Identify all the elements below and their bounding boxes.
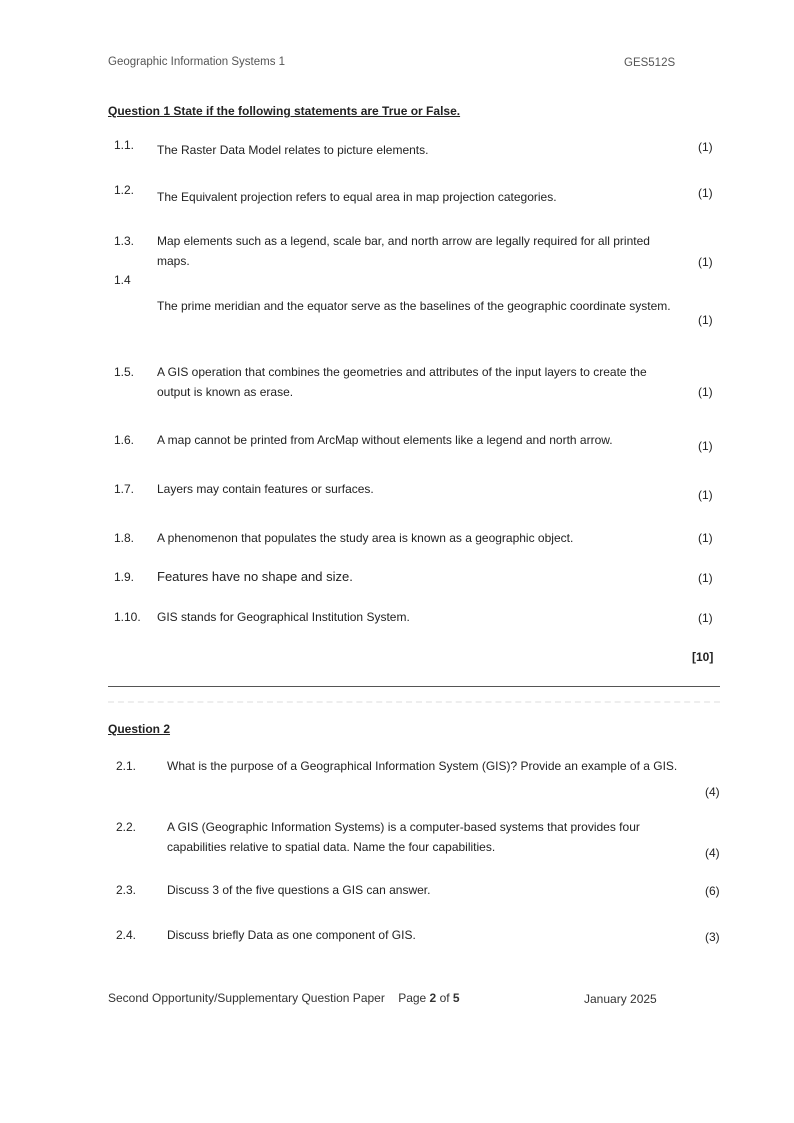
question-2-title: Question 2 — [108, 722, 171, 736]
item-mark: (1) — [698, 186, 713, 200]
item-number: 1.9. — [114, 570, 135, 584]
item-mark: (6) — [705, 884, 720, 898]
item-number: 1.2. — [114, 183, 135, 197]
item-mark: (1) — [698, 385, 713, 399]
item-text: Features have no shape and size. — [157, 569, 353, 584]
item-text: A GIS operation that combines the geometries and attributes of the input layers to create the output is known as erase. — [157, 365, 647, 399]
item-number: 1.4 — [114, 273, 131, 287]
item-number: 1.3. — [114, 234, 135, 248]
course-code: GES512S — [624, 57, 676, 69]
item-mark: (4) — [705, 785, 720, 799]
question-1-title: Question 1 State if the following statements are True or False. — [108, 104, 461, 118]
course-title: Geographic Information Systems 1 — [108, 56, 286, 68]
item-text: Discuss briefly Data as one component of GIS. — [167, 928, 416, 942]
item-number: 2.3. — [116, 883, 137, 897]
item-text: Map elements such as a legend, scale bar, and north arrow are legally required for all printed maps. — [157, 234, 650, 268]
item-mark: (3) — [705, 930, 720, 944]
page-number: 2 — [429, 991, 437, 1005]
item-text: A phenomenon that populates the study area is known as a geographic object. — [157, 531, 574, 545]
total-pages: 5 — [452, 991, 460, 1005]
item-text: The Raster Data Model relates to picture elements. — [157, 143, 429, 157]
item-text: The prime meridian and the equator serve as the baselines of the geographic coordinate system. — [157, 299, 671, 313]
item-text: The Equivalent projection refers to equal area in map projection categories. — [157, 190, 557, 204]
item-mark: (1) — [698, 313, 713, 327]
item-number: 1.1. — [114, 138, 135, 152]
item-text: A map cannot be printed from ArcMap without elements like a legend and north arrow. — [157, 433, 613, 447]
item-mark: (1) — [698, 531, 713, 545]
item-text: Discuss 3 of the five questions a GIS can answer. — [167, 883, 431, 897]
footer-date: January 2025 — [584, 992, 657, 1006]
item-number: 2.1. — [116, 759, 137, 773]
item-number: 1.8. — [114, 531, 135, 545]
question-1-total: [10] — [692, 650, 714, 664]
item-number: 1.7. — [114, 482, 135, 496]
item-mark: (1) — [698, 255, 713, 269]
item-mark: (1) — [698, 571, 713, 585]
page-break — [108, 701, 720, 703]
page-prefix: Page — [398, 991, 430, 1005]
item-text: GIS stands for Geographical Institution System. — [157, 610, 410, 624]
page-of: of — [436, 991, 453, 1005]
item-text: A GIS (Geographic Information Systems) is a computer-based systems that provides four capabilities relative to spatial data. Name the four capabilities. — [167, 820, 640, 854]
item-text: What is the purpose of a Geographical Information System (GIS)? Provide an example of a GIS. — [167, 759, 678, 773]
item-number: 2.4. — [116, 928, 137, 942]
item-number: 2.2. — [116, 820, 137, 834]
page-indicator — [398, 991, 459, 1005]
item-mark: (1) — [698, 140, 713, 154]
item-mark: (1) — [698, 488, 713, 502]
footer-paper — [108, 991, 460, 1005]
section-divider — [108, 686, 720, 687]
item-number: 1.10. — [114, 610, 141, 624]
item-mark: (1) — [698, 439, 713, 453]
item-number: 1.5. — [114, 365, 135, 379]
item-mark: (4) — [705, 846, 720, 860]
paper-label: Second Opportunity/Supplementary Question Paper — [108, 991, 385, 1005]
item-text: Layers may contain features or surfaces. — [157, 482, 374, 496]
item-number: 1.6. — [114, 433, 135, 447]
item-mark: (1) — [698, 611, 713, 625]
